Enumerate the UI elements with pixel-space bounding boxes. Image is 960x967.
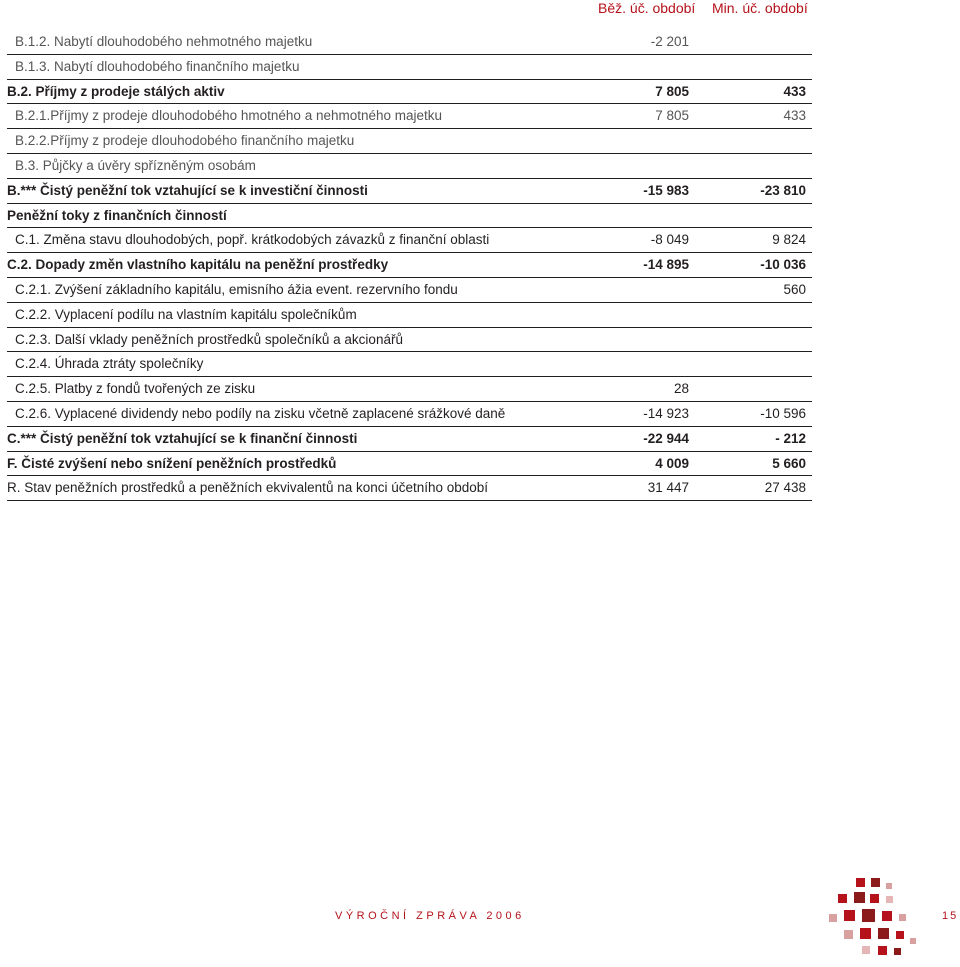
row-value-current: -22 944 xyxy=(643,430,689,446)
row-label: B.*** Čistý peněžní tok vztahující se k investiční činnosti xyxy=(7,182,368,198)
table-row xyxy=(7,476,812,501)
table-row xyxy=(7,55,812,80)
table-row xyxy=(7,402,812,427)
row-value-previous: 5 660 xyxy=(772,455,806,471)
row-label: F. Čisté zvýšení nebo snížení peněžních prostředků xyxy=(7,455,337,471)
table-row xyxy=(7,104,812,129)
company-logo-mosaic-icon xyxy=(826,876,936,966)
row-value-current: 7 805 xyxy=(655,83,689,99)
table-row xyxy=(7,228,812,253)
row-label: C.2.6. Vyplacené dividendy nebo podíly na zisku včetně zaplacené srážkové daně xyxy=(15,405,506,421)
row-label: B.2. Příjmy z prodeje stálých aktiv xyxy=(7,83,225,99)
row-label: C.*** Čistý peněžní tok vztahující se k finanční činnosti xyxy=(7,430,358,446)
row-label: B.1.2. Nabytí dlouhodobého nehmotného majetku xyxy=(15,34,313,49)
page-number: 15 xyxy=(942,910,959,922)
row-value-previous: 9 824 xyxy=(772,232,806,248)
row-value-previous: - 212 xyxy=(775,430,806,446)
row-value-previous: 560 xyxy=(783,281,806,297)
row-label: C.2.4. Úhrada ztráty společníky xyxy=(15,356,204,372)
table-row xyxy=(7,427,812,452)
row-value-previous: 27 438 xyxy=(764,480,806,496)
row-label: Peněžní toky z finančních činností xyxy=(7,207,227,223)
row-value-previous: 433 xyxy=(783,83,806,99)
row-value-previous: 433 xyxy=(783,108,806,124)
row-label: R. Stav peněžních prostředků a peněžních ekvivalentů na konci účetního období xyxy=(7,480,489,496)
table-row xyxy=(7,253,812,278)
cash-flow-table xyxy=(7,30,812,501)
table-row xyxy=(7,452,812,477)
row-label: B.2.2.Příjmy z prodeje dlouhodobého finančního majetku xyxy=(15,133,355,149)
table-row xyxy=(7,80,812,105)
row-label: B.2.1.Příjmy z prodeje dlouhodobého hmotného a nehmotného majetku xyxy=(15,108,443,124)
table-row xyxy=(7,352,812,377)
table-row xyxy=(7,204,812,229)
row-label: C.2.3. Další vklady peněžních prostředků společníků a akcionářů xyxy=(15,331,403,347)
row-value-previous: -23 810 xyxy=(760,182,806,198)
column-header-current-period: Běž. úč. období xyxy=(598,0,696,16)
row-value-current: 31 447 xyxy=(647,480,689,496)
row-value-current: 4 009 xyxy=(655,455,689,471)
table-row xyxy=(7,129,812,154)
row-label: B.1.3. Nabytí dlouhodobého finančního majetku xyxy=(15,58,300,74)
table-row xyxy=(7,328,812,353)
row-label: C.2.2. Vyplacení podílu na vlastním kapitálu společníkům xyxy=(15,306,357,322)
row-value-current: -14 923 xyxy=(643,405,689,421)
row-value-current: -8 049 xyxy=(650,232,689,248)
row-value-current: -14 895 xyxy=(643,257,689,273)
row-value-current: -15 983 xyxy=(643,182,689,198)
row-label: C.1. Změna stavu dlouhodobých, popř. krátkodobých závazků z finanční oblasti xyxy=(15,232,490,248)
table-row xyxy=(7,179,812,204)
row-value-current: -2 201 xyxy=(650,34,689,49)
table-row xyxy=(7,377,812,402)
row-value-previous: -10 596 xyxy=(760,405,806,421)
row-value-current: 28 xyxy=(673,381,689,397)
table-row xyxy=(7,30,812,55)
row-label: C.2. Dopady změn vlastního kapitálu na peněžní prostředky xyxy=(7,257,389,273)
table-row xyxy=(7,154,812,179)
row-value-current: 7 805 xyxy=(655,108,689,124)
row-label: B.3. Půjčky a úvěry spřízněným osobám xyxy=(15,157,256,173)
report-footer-title: VÝROČNÍ ZPRÁVA 2006 xyxy=(335,910,525,922)
table-row xyxy=(7,278,812,303)
row-value-previous: -10 036 xyxy=(760,257,806,273)
column-header-previous-period: Min. úč. období xyxy=(712,0,808,16)
table-row xyxy=(7,303,812,328)
row-label: C.2.5. Platby z fondů tvořených ze zisku xyxy=(15,381,256,397)
row-label: C.2.1. Zvýšení základního kapitálu, emisního ážia event. rezervního fondu xyxy=(15,281,458,297)
